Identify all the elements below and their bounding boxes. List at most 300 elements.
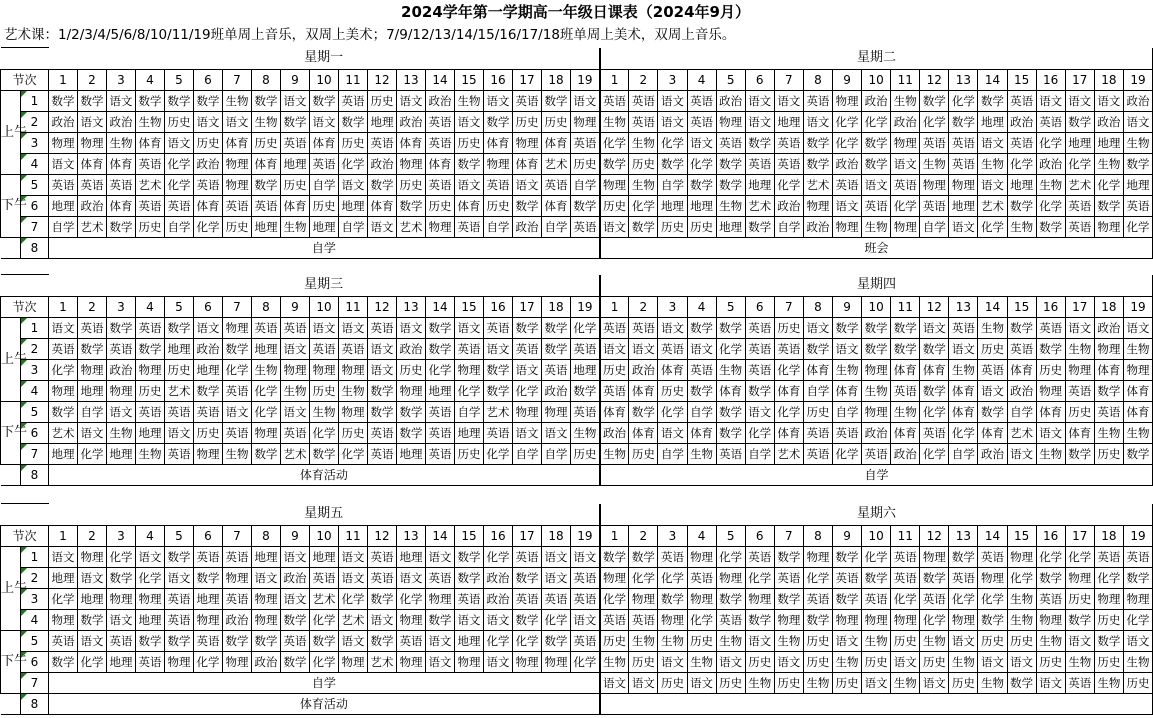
class-number: 13 [397,296,426,317]
subject-cell: 地理 [745,174,774,195]
wide-cell: 自学 [49,237,600,258]
subject-cell: 化学 [920,609,949,630]
subject-cell: 物理 [513,132,542,153]
period-number: 7 [21,443,49,464]
subject-cell: 物理 [600,567,629,588]
subject-cell: 化学 [571,651,600,672]
subject-cell: 历史 [223,216,252,237]
subject-cell: 化学 [1036,132,1065,153]
subject-cell: 政治 [832,153,861,174]
class-number: 19 [571,525,600,546]
subject-cell: 艺术 [339,609,368,630]
subject-cell: 英语 [368,317,397,338]
subject-cell: 历史 [542,111,571,132]
subject-cell: 化学 [397,588,426,609]
subject-cell: 历史 [600,359,629,380]
table-row [1,567,1153,588]
subject-cell: 数学 [223,338,252,359]
subject-cell: 历史 [1036,651,1065,672]
subject-cell: 英语 [600,380,629,401]
subject-cell: 历史 [165,359,194,380]
subject-cell: 数学 [658,588,687,609]
subject-cell: 地理 [49,195,78,216]
subject-cell: 物理 [194,443,223,464]
subject-cell: 英语 [716,443,745,464]
subject-cell: 英语 [455,588,484,609]
subject-cell: 英语 [803,422,832,443]
subject-cell: 英语 [745,338,774,359]
subject-cell: 数学 [78,90,107,111]
subject-cell: 数学 [803,132,832,153]
subject-cell: 历史 [629,651,658,672]
subject-cell: 生物 [629,132,658,153]
subject-cell: 历史 [136,216,165,237]
subject-cell: 英语 [542,588,571,609]
subject-cell: 英语 [223,195,252,216]
subject-cell: 英语 [571,338,600,359]
subject-cell: 数学 [136,338,165,359]
subject-cell: 数学 [1123,443,1152,464]
subject-cell: 化学 [223,359,252,380]
day-name: 星期四 [600,275,1153,297]
subject-cell: 英语 [484,174,513,195]
subject-cell: 数学 [281,111,310,132]
subject-cell: 数学 [194,567,223,588]
class-number: 9 [832,69,861,90]
subject-cell: 英语 [426,132,455,153]
subject-cell: 数学 [368,630,397,651]
class-number: 8 [803,525,832,546]
subject-cell: 英语 [949,153,978,174]
subject-cell: 历史 [774,317,803,338]
class-header-row [1,69,1153,90]
subject-cell: 历史 [1065,401,1094,422]
period-number: 4 [21,380,49,401]
subject-cell: 化学 [49,588,78,609]
subject-cell: 化学 [194,216,223,237]
table-row [1,651,1153,672]
class-number: 14 [426,525,455,546]
subject-cell: 英语 [165,443,194,464]
subject-cell: 地理 [368,111,397,132]
subject-cell: 物理 [136,588,165,609]
subject-cell: 英语 [194,401,223,422]
subject-cell: 数学 [310,90,339,111]
class-number: 4 [687,69,716,90]
subject-cell: 英语 [949,132,978,153]
subject-cell: 数学 [745,609,774,630]
subject-cell: 数学 [949,546,978,567]
subject-cell: 语文 [1007,443,1036,464]
subject-cell: 数学 [136,630,165,651]
subject-cell: 历史 [136,380,165,401]
class-number: 16 [1036,69,1065,90]
period-number: 8 [21,464,49,485]
subject-cell: 英语 [1123,195,1152,216]
subject-cell: 英语 [368,567,397,588]
subject-cell: 数学 [368,588,397,609]
subject-cell: 物理 [49,132,78,153]
subject-cell: 物理 [455,359,484,380]
am-label: 上午 [1,546,21,630]
subject-cell: 化学 [455,380,484,401]
subject-cell: 生物 [1065,651,1094,672]
class-number: 14 [978,69,1007,90]
subject-cell: 物理 [484,153,513,174]
subject-cell: 英语 [223,380,252,401]
subject-cell: 物理 [107,588,136,609]
subject-cell: 化学 [1065,546,1094,567]
class-number: 15 [455,525,484,546]
subject-cell: 语文 [107,609,136,630]
subject-cell: 自学 [513,443,542,464]
blank-cell [1,48,49,70]
subject-cell: 数学 [107,317,136,338]
subject-cell: 物理 [194,609,223,630]
subject-cell: 生物 [107,132,136,153]
subject-cell: 艺术 [978,195,1007,216]
subject-cell: 语文 [716,651,745,672]
subject-cell: 物理 [513,401,542,422]
subject-cell: 数学 [78,609,107,630]
class-number: 19 [1123,525,1152,546]
subject-cell: 物理 [397,651,426,672]
subject-cell: 体育 [687,422,716,443]
subject-cell: 数学 [165,90,194,111]
subject-cell: 数学 [281,609,310,630]
subject-cell: 语文 [571,546,600,567]
subject-cell: 数学 [949,111,978,132]
subject-cell: 物理 [716,567,745,588]
subject-cell: 生物 [629,630,658,651]
subject-cell: 化学 [136,567,165,588]
subject-cell: 英语 [891,174,920,195]
subject-cell: 英语 [629,317,658,338]
period-number: 6 [21,422,49,443]
subject-cell: 语文 [891,651,920,672]
subject-cell: 地理 [281,153,310,174]
class-number: 13 [949,296,978,317]
subject-cell: 物理 [223,651,252,672]
subject-cell: 体育 [310,132,339,153]
subject-cell: 英语 [658,546,687,567]
subject-cell: 生物 [1007,216,1036,237]
subject-cell: 生物 [1123,422,1152,443]
subject-cell: 英语 [484,422,513,443]
subject-cell: 生物 [1123,338,1152,359]
subject-cell: 物理 [339,359,368,380]
class-number: 12 [920,69,949,90]
subject-cell: 英语 [107,174,136,195]
subject-cell: 英语 [49,174,78,195]
subject-cell: 物理 [891,132,920,153]
subject-cell: 物理 [223,153,252,174]
subject-cell: 化学 [891,195,920,216]
blank-cell [1,504,49,526]
subject-cell: 数学 [774,588,803,609]
class-number: 15 [1007,525,1036,546]
subject-cell: 历史 [600,195,629,216]
subject-cell: 英语 [687,111,716,132]
subject-cell: 化学 [252,380,281,401]
class-number: 5 [165,69,194,90]
period-header: 节次 [1,296,49,317]
subject-cell: 历史 [310,195,339,216]
class-number: 9 [832,296,861,317]
subject-cell: 自学 [484,216,513,237]
subject-cell: 历史 [1094,609,1123,630]
subject-cell: 数学 [687,380,716,401]
subject-cell: 地理 [136,609,165,630]
subject-cell: 数学 [716,401,745,422]
class-number: 11 [891,296,920,317]
subject-cell: 生物 [978,317,1007,338]
subject-cell: 物理 [774,609,803,630]
subject-cell: 化学 [1094,174,1123,195]
subject-cell: 语文 [78,567,107,588]
wide-cell [600,693,1153,714]
subject-cell: 体育 [774,380,803,401]
subject-cell: 历史 [803,630,832,651]
subject-cell: 数学 [1094,630,1123,651]
subject-cell: 英语 [571,401,600,422]
subject-cell: 历史 [397,359,426,380]
subject-cell: 历史 [745,651,774,672]
subject-cell: 历史 [194,132,223,153]
subject-cell: 数学 [339,111,368,132]
subject-cell: 政治 [774,195,803,216]
class-number: 16 [484,69,513,90]
wide-cell: 体育活动 [49,693,600,714]
subject-cell: 物理 [629,588,658,609]
subject-cell: 语文 [1065,317,1094,338]
class-number: 6 [745,69,774,90]
subject-cell: 生物 [310,401,339,422]
subject-cell: 生物 [978,672,1007,693]
subject-cell: 数学 [513,317,542,338]
subject-cell: 化学 [78,651,107,672]
subject-cell: 物理 [223,174,252,195]
subject-cell: 语文 [310,111,339,132]
subject-cell: 生物 [862,630,891,651]
class-number: 3 [107,296,136,317]
subject-cell: 地理 [1007,174,1036,195]
subject-cell: 地理 [49,567,78,588]
subject-cell: 英语 [107,338,136,359]
subject-cell: 英语 [571,567,600,588]
subject-cell: 数学 [803,153,832,174]
subject-cell: 化学 [949,588,978,609]
subject-cell: 英语 [1065,216,1094,237]
blank-cell [1,693,21,714]
subject-cell: 化学 [862,546,891,567]
subject-cell: 语文 [629,672,658,693]
class-number: 15 [455,296,484,317]
subject-cell: 语文 [745,630,774,651]
subject-cell: 历史 [629,443,658,464]
subject-cell: 物理 [49,380,78,401]
class-number: 19 [571,296,600,317]
subject-cell: 物理 [1065,359,1094,380]
subject-cell: 数学 [600,153,629,174]
subject-cell: 英语 [455,216,484,237]
subject-cell: 地理 [397,443,426,464]
subject-cell: 数学 [542,338,571,359]
subject-cell: 生物 [1036,630,1065,651]
subject-cell: 历史 [803,651,832,672]
subject-cell: 自学 [571,174,600,195]
table-row [1,588,1153,609]
subject-cell: 艺术 [165,380,194,401]
subject-cell: 生物 [920,630,949,651]
subject-cell: 体育 [1123,401,1152,422]
subject-cell: 政治 [49,111,78,132]
subject-cell: 物理 [862,359,891,380]
subject-cell: 英语 [281,132,310,153]
subject-cell: 语文 [658,422,687,443]
subject-cell: 数学 [78,338,107,359]
subject-cell: 生物 [1094,153,1123,174]
blank-cell [1,237,21,258]
subject-cell: 语文 [745,401,774,422]
subject-cell: 自学 [542,216,571,237]
page-title: 2024学年第一学期高一年级日课表（2024年9月） [401,3,750,21]
subject-cell: 化学 [310,422,339,443]
subject-cell: 物理 [165,651,194,672]
table-row [1,338,1153,359]
wide-cell: 体育活动 [49,464,600,485]
subject-cell: 政治 [281,567,310,588]
class-number: 10 [862,525,891,546]
subject-cell: 自学 [949,443,978,464]
subject-cell: 政治 [862,422,891,443]
subject-cell: 政治 [978,443,1007,464]
subject-cell: 生物 [949,651,978,672]
subject-cell: 政治 [716,90,745,111]
subject-cell: 物理 [78,546,107,567]
subject-cell: 数学 [136,90,165,111]
subject-cell: 生物 [862,216,891,237]
subject-cell: 物理 [1094,338,1123,359]
subject-cell: 化学 [745,567,774,588]
class-number: 11 [891,525,920,546]
subject-cell: 历史 [600,630,629,651]
subject-cell: 物理 [252,588,281,609]
subject-cell: 艺术 [542,153,571,174]
am-label: 上午 [1,90,21,174]
subject-cell: 生物 [891,90,920,111]
table-row [1,237,1153,258]
subject-cell: 历史 [1036,359,1065,380]
subject-cell: 化学 [629,195,658,216]
class-number: 18 [542,525,571,546]
subject-cell: 数学 [862,317,891,338]
subject-cell: 物理 [803,546,832,567]
subject-cell: 自学 [339,216,368,237]
subject-cell: 数学 [49,401,78,422]
subject-cell: 数学 [716,422,745,443]
class-header-row [1,525,1153,546]
subject-cell: 历史 [339,132,368,153]
subject-cell: 英语 [1065,672,1094,693]
subject-cell: 语文 [455,111,484,132]
subject-cell: 英语 [1007,338,1036,359]
table-row [1,546,1153,567]
subject-cell: 英语 [803,90,832,111]
class-number: 16 [484,296,513,317]
subject-cell: 英语 [920,132,949,153]
period-number: 8 [21,693,49,714]
class-number: 3 [658,525,687,546]
subject-cell: 历史 [281,174,310,195]
subject-cell: 化学 [920,401,949,422]
subject-cell: 英语 [281,422,310,443]
table-row [1,693,1153,714]
subject-cell: 化学 [803,567,832,588]
class-header-row [1,296,1153,317]
subject-cell: 体育 [513,153,542,174]
subject-cell: 数学 [455,567,484,588]
subject-cell: 体育 [542,195,571,216]
subject-cell: 体育 [281,195,310,216]
table-row [1,111,1153,132]
subject-cell: 物理 [136,359,165,380]
subject-cell: 数学 [1036,216,1065,237]
subject-cell: 语文 [600,338,629,359]
subject-cell: 历史 [978,630,1007,651]
table-row [1,195,1153,216]
subject-cell: 化学 [658,567,687,588]
subject-cell: 数学 [600,546,629,567]
subject-cell: 英语 [310,153,339,174]
subject-cell: 英语 [136,153,165,174]
subject-cell: 语文 [949,630,978,651]
subject-cell: 物理 [978,567,1007,588]
subject-cell: 数学 [397,422,426,443]
period-number: 4 [21,153,49,174]
pm-label: 下午 [1,174,21,237]
subject-cell: 数学 [629,216,658,237]
subject-cell: 物理 [455,651,484,672]
subject-cell: 语文 [194,111,223,132]
period-header: 节次 [1,525,49,546]
subject-cell: 语文 [600,672,629,693]
subject-cell: 物理 [339,651,368,672]
subject-cell: 化学 [1036,546,1065,567]
subject-cell: 语文 [978,380,1007,401]
subject-cell: 历史 [484,195,513,216]
class-number: 7 [774,525,803,546]
class-number: 4 [136,296,165,317]
subject-cell: 语文 [745,90,774,111]
subject-cell: 英语 [368,422,397,443]
subject-cell: 自学 [310,174,339,195]
subject-cell: 化学 [832,132,861,153]
subject-cell: 数学 [1065,609,1094,630]
class-number: 14 [978,296,1007,317]
subject-cell: 语文 [339,317,368,338]
subject-cell: 生物 [1123,651,1152,672]
class-number: 12 [368,69,397,90]
subject-cell: 地理 [1094,132,1123,153]
class-number: 12 [920,525,949,546]
subject-cell: 语文 [774,651,803,672]
class-number: 5 [165,296,194,317]
subject-cell: 体育 [107,153,136,174]
subject-cell: 政治 [542,380,571,401]
class-number: 15 [1007,296,1036,317]
subject-cell: 语文 [978,651,1007,672]
